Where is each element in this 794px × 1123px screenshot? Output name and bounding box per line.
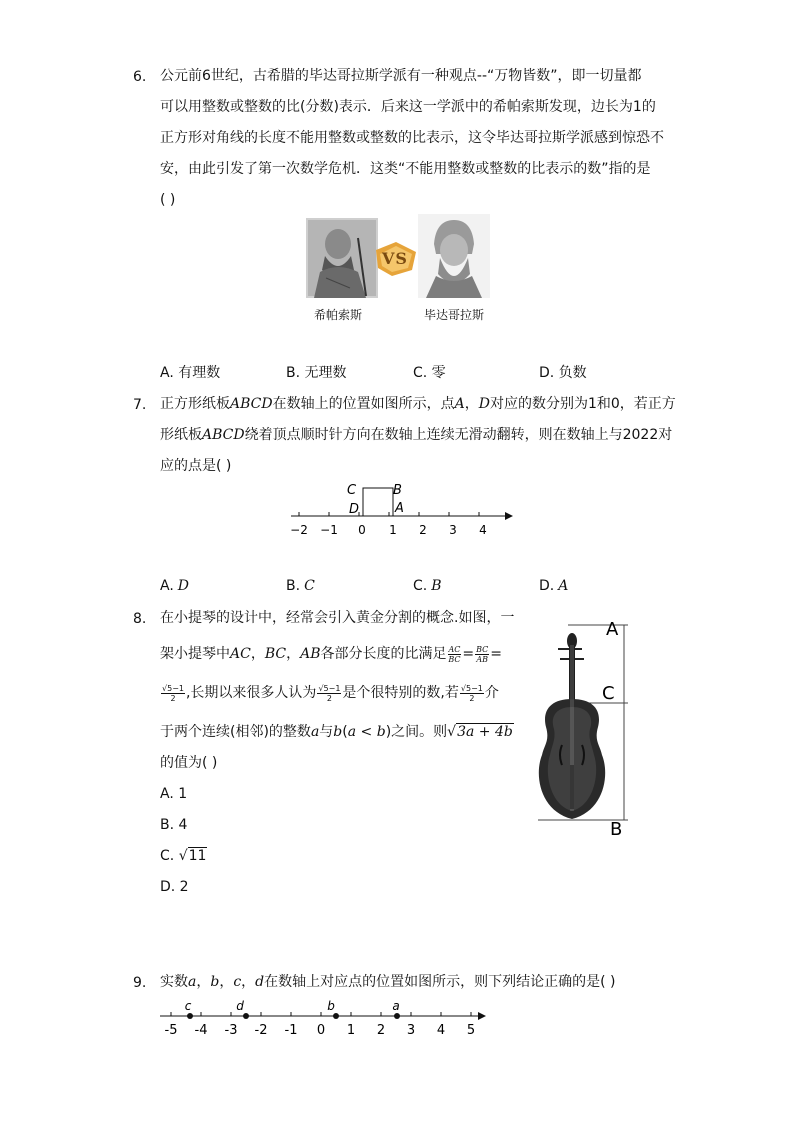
tick-label: 3: [449, 523, 457, 537]
question-text-line: 应的点是( ): [160, 458, 232, 474]
tick-label: -5: [164, 1023, 178, 1038]
abcd-number-line-figure: [156, 998, 496, 1042]
question-text-line: 正方形纸板ABCD在数轴上的位置如图所示，点A，D对应的数分别为1和0，若正方: [160, 396, 676, 412]
tick-label: 2: [376, 1023, 386, 1038]
vertex-label-c: C: [347, 483, 357, 498]
option-c[interactable]: C. B: [413, 578, 442, 594]
question-number: 6.: [133, 69, 147, 85]
hippasus-portrait: [306, 218, 378, 298]
question-number: 7.: [133, 397, 147, 413]
point-label-b: b: [327, 999, 335, 1013]
point-a: [394, 1013, 400, 1019]
question-text-line: 正方形对角线的长度不能用整数或整数的比表示，这令毕达哥拉斯学派感到惊恐不: [160, 130, 664, 146]
option-c[interactable]: C. √11: [160, 848, 207, 864]
tick-label: 0: [316, 1023, 326, 1038]
option-a[interactable]: A. 1: [160, 786, 188, 802]
vs-label: VS: [382, 249, 408, 268]
option-d[interactable]: D. A: [539, 578, 569, 594]
question-blank: ( ): [160, 192, 176, 208]
tick-label: -1: [284, 1023, 298, 1038]
violin-figure: [528, 615, 636, 837]
point-label-d: d: [236, 999, 244, 1013]
point-label-b: B: [610, 819, 623, 837]
fraction-ac-bc: $\frac{AC}{BC}$: [448, 644, 461, 664]
option-b[interactable]: B. 无理数: [286, 365, 347, 381]
option-d[interactable]: D. 2: [160, 879, 189, 895]
point-label-c: C: [602, 683, 615, 704]
tick-label: 2: [419, 523, 427, 537]
question-text-line: 的值为( ): [160, 755, 218, 771]
tick-label: 4: [479, 523, 487, 537]
point-c: [187, 1013, 193, 1019]
option-c[interactable]: C. 零: [413, 365, 446, 381]
fraction-golden-ratio: $\frac{√5-1}{2}$: [318, 683, 341, 703]
option-a[interactable]: A. D: [160, 578, 190, 594]
sqrt-expression: √3a + 4b: [447, 724, 513, 740]
question-text-line: $\frac{√5-1}{2}$ ,长期以来很多人认为 $\frac{√5-1}{2}$ 是个很特别的数,若 $\frac{√5-1}{2}$ 介: [162, 683, 499, 703]
hippasus-caption: 希帕索斯: [314, 308, 363, 322]
question-text-line: 安，由此引发了第一次数学危机．这类“不能用整数或整数的比表示的数”指的是: [160, 161, 651, 177]
vertex-label-d: D: [349, 502, 360, 517]
question-number: 9.: [133, 975, 147, 991]
vertex-label-a: A: [395, 501, 404, 516]
fraction-golden-ratio: $\frac{√5-1}{2}$: [162, 683, 184, 703]
point-d: [243, 1013, 249, 1019]
tick-label: -4: [194, 1023, 208, 1038]
question-7: [133, 394, 676, 599]
point-label-a: A: [606, 619, 619, 640]
option-d[interactable]: D. 负数: [539, 365, 587, 381]
tick-label: 1: [346, 1023, 356, 1038]
square-abcd: [363, 488, 393, 516]
point-label-c: c: [184, 999, 192, 1013]
tick-label: 4: [436, 1023, 446, 1038]
question-text-line: 架小提琴中AC，BC，AB各部分长度的比满足 $\frac{AC}{BC}$ = $\frac{BC}{AB}$ =: [160, 644, 503, 664]
pythagoras-caption: 毕达哥拉斯: [424, 308, 485, 322]
option-b[interactable]: B. 4: [160, 817, 188, 833]
tick-label: −2: [290, 523, 308, 537]
question-number: 8.: [133, 611, 147, 627]
point-label-a: a: [392, 999, 400, 1013]
question-6: [133, 66, 673, 386]
question-text-line: 形纸板ABCD绕着顶点顺时针方向在数轴上连续无滑动翻转，则在数轴上与2022对: [160, 427, 673, 443]
tick-label: -3: [224, 1023, 238, 1038]
question-text-line: 在小提琴的设计中，经常会引入黄金分割的概念.如图，一: [160, 610, 515, 626]
question-text-line: 公元前6世纪，古希腊的毕达哥拉斯学派有一种观点--“万物皆数”，即一切量都: [160, 68, 642, 84]
question-text-line: 于两个连续(相邻)的整数a与b(a < b)之间。则√3a + 4b: [160, 724, 513, 740]
portraits-figure: [306, 218, 492, 328]
question-text-line: 实数a，b，c，d在数轴上对应点的位置如图所示，则下列结论正确的是( ): [160, 974, 616, 990]
question-text-line: 可以用整数或整数的比(分数)表示．后来这一学派中的希帕索斯发现，边长为1的: [160, 99, 656, 115]
option-a[interactable]: A. 有理数: [160, 365, 221, 381]
tick-label: 0: [358, 523, 366, 537]
square-number-line-figure: [283, 478, 523, 542]
tick-label: -2: [254, 1023, 268, 1038]
tick-label: 5: [466, 1023, 476, 1038]
point-b: [333, 1013, 339, 1019]
tick-label: 1: [389, 523, 397, 537]
tick-label: −1: [320, 523, 338, 537]
pythagoras-portrait: [418, 214, 490, 298]
fraction-bc-ab: $\frac{BC}{AB}$: [476, 644, 489, 664]
tick-label: 3: [406, 1023, 416, 1038]
option-b[interactable]: B. C: [286, 578, 315, 594]
vertex-label-b: B: [393, 483, 402, 498]
fraction-golden-ratio: $\frac{√5-1}{2}$: [460, 683, 483, 703]
